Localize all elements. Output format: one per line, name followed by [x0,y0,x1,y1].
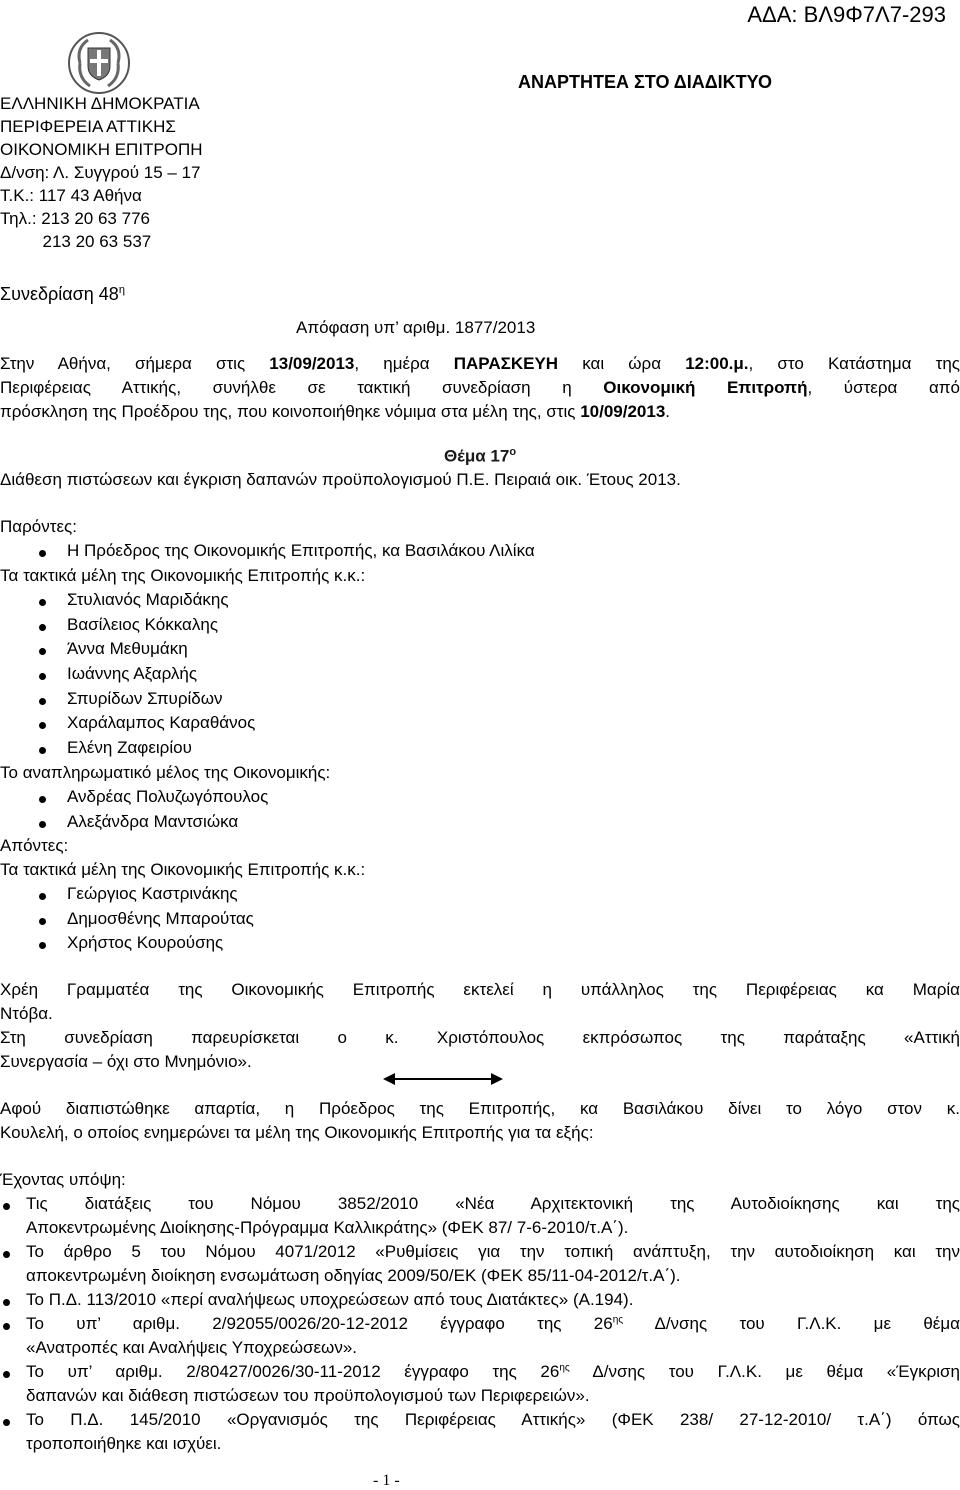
secretary-line: Ντόβα. [0,1004,53,1023]
considering-item-line: «Ανατροπές και Αναλήψεις Υποχρεώσεων». [26,1338,358,1357]
member-entry: Δημοσθένης Μπαρούτας [67,909,254,928]
header-line: Τηλ.: 213 20 63 776 [0,209,150,228]
decision-number: Απόφαση υπ’ αριθμ. 1877/2013 [296,318,536,337]
member-entry: Ελένη Ζαφειρίου [67,738,192,757]
bullet-icon [3,1299,10,1306]
absent-regular-heading: Τα τακτικά μέλη της Οικονομικής Επιτροπής κ.κ.: [0,860,366,879]
bullet-icon [3,1203,10,1210]
quorum-line: Κουλελή, ο οποίος ενημερώνει τα μέλη της Οικονομικής Επιτροπής για τα εξής: [0,1123,594,1142]
bullet-icon [39,796,46,803]
considering-item-line: Το Π.Δ. 145/2010 «Οργανισμός της Περιφέρειας Αττικής» (ΦΕΚ 238/ 27-12-2010/ τ.Α΄) όπως [26,1410,960,1429]
present-heading: Παρόντες: [0,517,77,536]
considering-item-line: Το υπ’ αριθμ. 2/80427/0026/30-11-2012 έγγραφο της $26^{\eta\varsigma}$ Δ/νσης του Γ.Λ.Κ. με θέμα «Έγκριση [26,1362,960,1381]
bullet-icon [39,550,46,557]
bullet-icon [39,648,46,655]
bullet-icon [3,1323,10,1330]
session-number: Συνεδρίαση $48^\eta$ [0,284,125,304]
bullet-icon [3,1251,10,1258]
header-line: Δ/νση: Λ. Συγγρού 15 – 17 [0,163,201,182]
member-entry: Χαράλαμπος Καραθάνος [67,713,256,732]
bullet-icon [39,673,46,680]
considering-item-line: τροποποιήθηκε και ισχύει. [26,1434,222,1453]
bullet-icon [39,821,46,828]
attendance-line: Στη συνεδρίαση παρευρίσκεται ο κ. Χριστόπουλος εκπρόσωπος της παράταξης «Αττική [0,1028,960,1047]
attendance-line: Συνεργασία – όχι στο Μνημόνιο». [0,1052,252,1071]
topic-title: Θέμα $17^o$ [443,446,517,466]
member-entry: Σπυρίδων Σπυρίδων [67,689,223,708]
member-entry: Ιωάννης Αξαρλής [67,664,198,683]
header-line: ΕΛΛΗΝΙΚΗ ΔΗΜΟΚΡΑΤΙΑ [0,94,200,113]
member-entry: Ανδρέας Πολυζωγόπουλος [67,787,269,806]
header-line: Τ.Κ.: 117 43 Αθήνα [0,186,142,205]
bullet-icon [3,1419,10,1426]
bullet-icon [39,747,46,754]
considering-item-line: Το Π.Δ. 113/2010 «περί αναλήψεως υποχρεώσεων από τους Διατάκτες» (Α.194). [26,1290,634,1309]
member-entry: Χρήστος Κουρούσης [67,933,224,952]
bullet-icon [39,698,46,705]
header-line: ΟΙΚΟΝΟΜΙΚΗ ΕΠΙΤΡΟΠΗ [0,140,203,159]
considering-item-line: Το άρθρο 5 του Νόμου 4071/2012 «Ρυθμίσεις για την τοπική ανάπτυξη, την αυτοδιοίκηση και την [26,1242,960,1261]
bullet-icon [39,918,46,925]
bullet-icon [39,722,46,729]
considering-item-line: δαπανών και διάθεση πιστώσεων του προϋπολογισμού των Περιφερειών». [26,1386,590,1405]
regular-members-heading: Τα τακτικά μέλη της Οικονομικής Επιτροπής κ.κ.: [0,566,366,585]
secretary-line: Χρέη Γραμματέα της Οικονομικής Επιτροπής εκτελεί η υπάλληλος της Περιφέρειας κα Μαρία [0,980,960,999]
considering-item-line: Το υπ’ αριθμ. 2/92055/0026/20-12-2012 έγγραφο της $26^{\eta\varsigma}$ Δ/νσης του Γ.Λ.Κ. με θέμα [26,1314,960,1333]
greek-coat-of-arms-icon [66,30,132,96]
member-entry: Γεώργιος Καστρινάκης [67,884,238,903]
page-number: - 1 - [373,1472,400,1489]
considering-item-line: Τις διατάξεις του Νόμου 3852/2010 «Νέα Αρχιτεκτονική της Αυτοδιοίκησης και της [26,1194,960,1213]
alternate-members-heading: Το αναπληρωματικό μέλος της Οικονομικής: [0,763,331,782]
publish-notice: ΑΝΑΡΤΗΤΕΑ ΣΤΟ ΔΙΑΔΙΚΤΥΟ [518,72,772,92]
bullet-icon [39,893,46,900]
header-line: 213 20 63 537 [0,232,152,251]
member-entry: Στυλιανός Μαριδάκης [67,590,229,609]
bullet-icon [39,599,46,606]
ada-code: ΑΔΑ: ΒΛ9Φ7Λ7-293 [747,2,946,27]
bullet-icon [39,942,46,949]
member-entry: Αλεξάνδρα Μαντσιώκα [67,812,239,831]
intro-line: Στην Αθήνα, σήμερα στις 13/09/2013, ημέρα ΠΑΡΑΣΚΕΥΗ και ώρα 12:00.μ., στο Κατάστημα της [0,354,960,373]
intro-line: πρόσκληση της Προέδρου της, που κοινοποιήθηκε νόμιμα στα μέλη της, στις 10/09/2013. [0,402,671,421]
considering-item-line: Αποκεντρωμένης Διοίκησης-Πρόγραμμα Καλλικράτης» (ΦΕΚ 87/ 7-6-2010/τ.Α΄). [26,1218,629,1237]
quorum-line: Αφού διαπιστώθηκε απαρτία, η Πρόεδρος της Επιτροπής, κα Βασιλάκου δίνει το λόγο στον κ. [0,1099,960,1118]
chair-entry: Η Πρόεδρος της Οικονομικής Επιτροπής, κα Βασιλάκου Λιλίκα [67,541,535,560]
bullet-icon [3,1371,10,1378]
bullet-icon [39,624,46,631]
topic-description: Διάθεση πιστώσεων και έγκριση δαπανών προϋπολογισμού Π.Ε. Πειραιά οικ. Έτους 2013. [0,470,681,489]
issuer-header [0,93,203,254]
intro-paragraph [0,352,960,424]
header-line: ΠΕΡΙΦΕΡΕΙΑ ΑΤΤΙΚΗΣ [0,117,176,136]
absent-heading: Απόντες: [0,836,69,855]
intro-line: Περιφέρειας Αττικής, συνήλθε σε τακτική συνεδρίαση η Οικονομική Επιτροπή, ύστερα από [0,378,960,397]
considering-heading: Έχοντας υπόψη: [0,1170,126,1189]
member-entry: Άννα Μεθυμάκη [67,639,188,658]
considering-item-line: αποκεντρωμένη διοίκηση ενσωμάτωση οδηγίας 2009/50/ΕΚ (ΦΕΚ 85/11-04-2012/τ.Α΄). [26,1266,681,1285]
member-entry: Βασίλειος Κόκκαλης [67,615,219,634]
double-arrow-icon [383,1072,503,1086]
